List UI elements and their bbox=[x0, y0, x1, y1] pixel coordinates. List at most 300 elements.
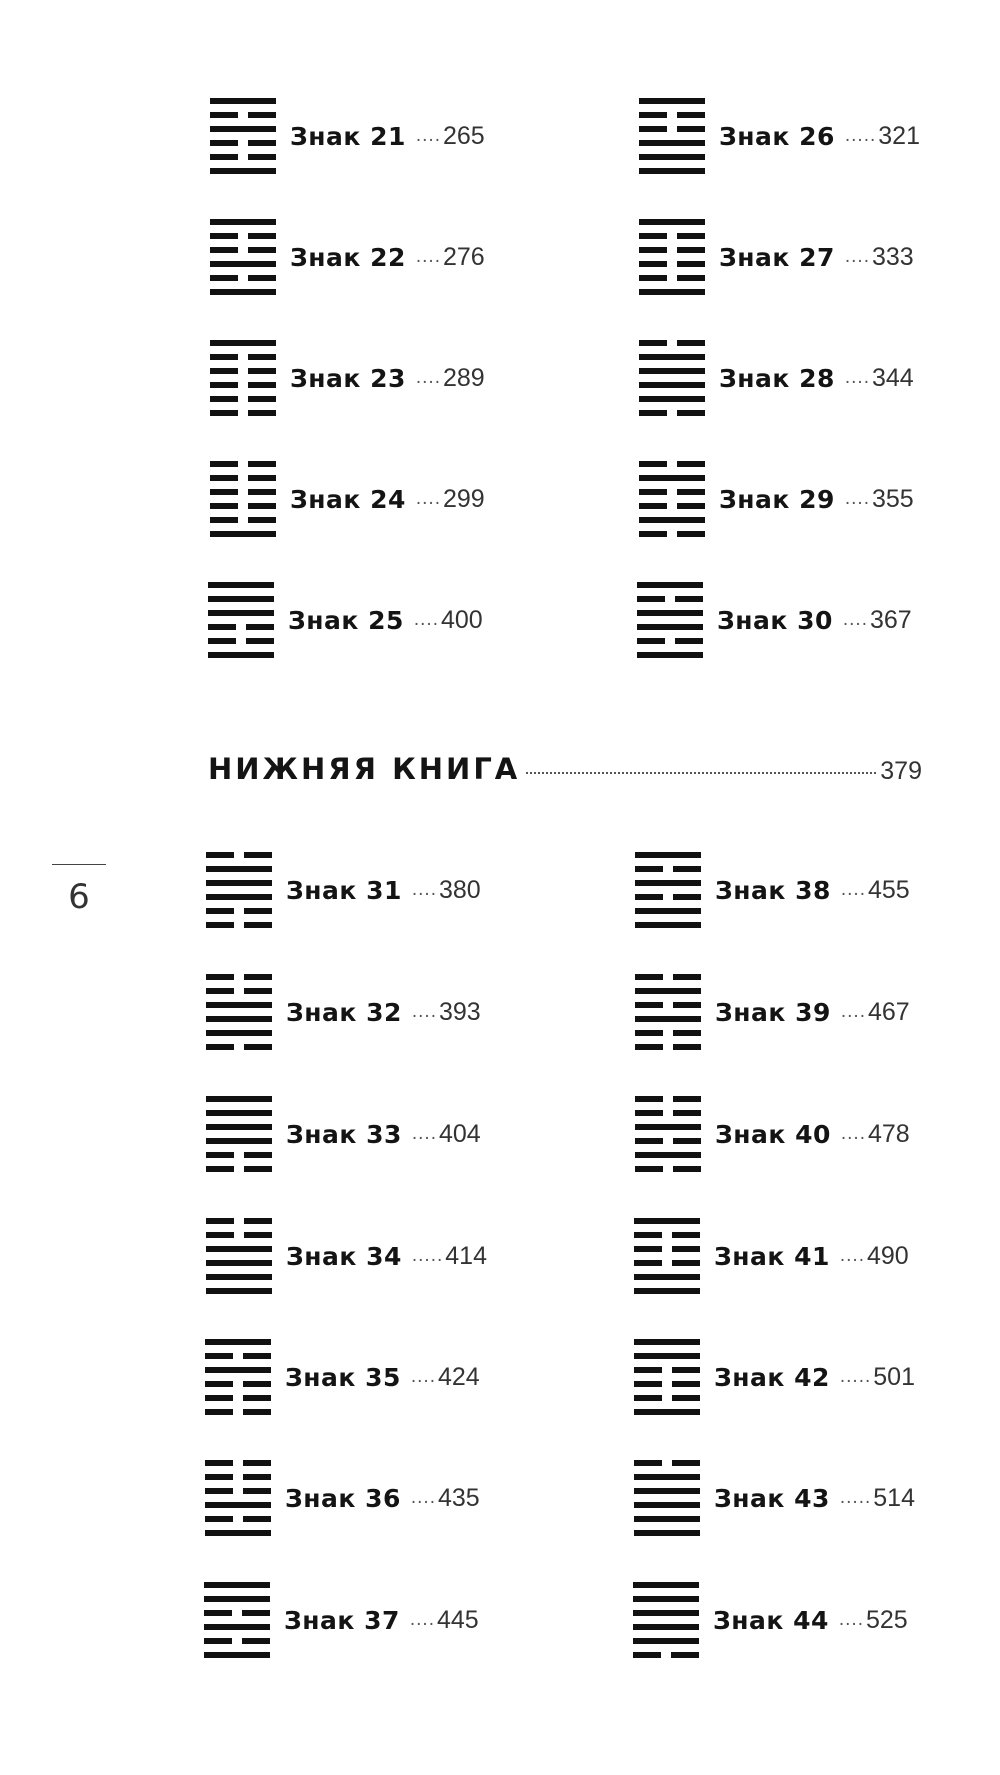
line-segment bbox=[633, 1596, 699, 1602]
line-segment bbox=[248, 354, 276, 360]
toc-entry bbox=[206, 1216, 487, 1296]
line-segment bbox=[635, 894, 663, 900]
entry-label: Знак 32 bbox=[286, 997, 402, 1027]
yang-line bbox=[639, 354, 705, 360]
dot-leader: .... bbox=[840, 1123, 866, 1144]
yang-line bbox=[208, 652, 274, 658]
yin-line bbox=[635, 1166, 701, 1172]
dot-leader: .... bbox=[410, 1366, 436, 1387]
hexagram-icon bbox=[635, 1096, 701, 1172]
yang-line bbox=[633, 1610, 699, 1616]
line-segment bbox=[634, 1260, 662, 1266]
line-segment bbox=[210, 233, 238, 239]
line-segment bbox=[248, 154, 276, 160]
yin-line bbox=[634, 1381, 700, 1387]
yang-line bbox=[635, 922, 701, 928]
entry-label: Знак 28 bbox=[719, 363, 835, 393]
hexagram-icon bbox=[639, 340, 705, 416]
toc-entry bbox=[634, 1216, 909, 1296]
section-heading bbox=[208, 752, 922, 786]
dot-leader: .... bbox=[840, 879, 866, 900]
yin-line bbox=[210, 396, 276, 402]
yang-line bbox=[633, 1596, 699, 1602]
line-segment bbox=[206, 1096, 272, 1102]
yang-line bbox=[206, 866, 272, 872]
yin-line bbox=[635, 1002, 701, 1008]
line-segment bbox=[639, 410, 667, 416]
line-segment bbox=[635, 1002, 663, 1008]
line-segment bbox=[635, 1152, 701, 1158]
line-segment bbox=[635, 922, 701, 928]
line-segment bbox=[677, 489, 705, 495]
toc-entry bbox=[210, 217, 485, 297]
line-segment bbox=[639, 354, 705, 360]
line-segment bbox=[206, 1218, 234, 1224]
entry-label: Знак 35 bbox=[285, 1362, 401, 1392]
line-segment bbox=[677, 112, 705, 118]
entry-page: 467 bbox=[868, 997, 910, 1026]
line-segment bbox=[243, 1409, 271, 1415]
entry-page: 380 bbox=[439, 875, 481, 904]
line-segment bbox=[677, 261, 705, 267]
yin-line bbox=[210, 475, 276, 481]
entry-page: 490 bbox=[867, 1241, 909, 1270]
toc-entry bbox=[206, 1094, 481, 1174]
line-segment bbox=[210, 475, 238, 481]
yin-line bbox=[210, 368, 276, 374]
line-segment bbox=[204, 1582, 270, 1588]
line-segment bbox=[634, 1381, 662, 1387]
entry-page: 344 bbox=[872, 363, 914, 392]
line-segment bbox=[639, 98, 705, 104]
line-segment bbox=[639, 503, 667, 509]
line-segment bbox=[210, 219, 276, 225]
line-segment bbox=[633, 1638, 699, 1644]
yang-line bbox=[210, 261, 276, 267]
line-segment bbox=[206, 1274, 272, 1280]
yin-line bbox=[635, 894, 701, 900]
line-segment bbox=[637, 582, 703, 588]
line-segment bbox=[673, 1166, 701, 1172]
line-segment bbox=[639, 382, 705, 388]
yang-line bbox=[205, 1502, 271, 1508]
yang-line bbox=[206, 1274, 272, 1280]
yin-line bbox=[208, 638, 274, 644]
entry-label: Знак 22 bbox=[290, 242, 406, 272]
entry-label: Знак 25 bbox=[288, 605, 404, 635]
line-segment bbox=[210, 340, 276, 346]
line-segment bbox=[210, 112, 238, 118]
line-segment bbox=[248, 410, 276, 416]
line-segment bbox=[639, 289, 705, 295]
entry-label: Знак 36 bbox=[285, 1483, 401, 1513]
dot-leader: .... bbox=[415, 125, 441, 146]
line-segment bbox=[639, 112, 667, 118]
line-segment bbox=[210, 354, 238, 360]
line-segment bbox=[677, 275, 705, 281]
line-segment bbox=[633, 1652, 661, 1658]
line-segment bbox=[634, 1246, 662, 1252]
dot-leader: .... bbox=[415, 367, 441, 388]
yang-line bbox=[639, 382, 705, 388]
line-segment bbox=[673, 1044, 701, 1050]
folio-number: 6 bbox=[68, 877, 90, 917]
toc-entry bbox=[206, 972, 481, 1052]
yang-line bbox=[208, 582, 274, 588]
line-segment bbox=[206, 1260, 272, 1266]
yang-line bbox=[637, 582, 703, 588]
yang-line bbox=[637, 652, 703, 658]
yin-line bbox=[205, 1460, 271, 1466]
line-segment bbox=[673, 894, 701, 900]
line-segment bbox=[210, 98, 276, 104]
entry-page: 393 bbox=[439, 997, 481, 1026]
line-segment bbox=[204, 1638, 232, 1644]
toc-entry bbox=[204, 1580, 479, 1660]
line-segment bbox=[248, 140, 276, 146]
entry-page: 400 bbox=[441, 605, 483, 634]
line-segment bbox=[639, 168, 705, 174]
yin-line bbox=[210, 382, 276, 388]
yin-line bbox=[634, 1367, 700, 1373]
dot-leader: .... bbox=[844, 367, 870, 388]
yin-line bbox=[637, 638, 703, 644]
line-segment bbox=[673, 1002, 701, 1008]
line-segment bbox=[672, 1367, 700, 1373]
yin-line bbox=[210, 517, 276, 523]
yin-line bbox=[205, 1353, 271, 1359]
line-segment bbox=[205, 1502, 271, 1508]
line-segment bbox=[639, 489, 667, 495]
entry-label: Знак 37 bbox=[284, 1605, 400, 1635]
yang-line bbox=[206, 1096, 272, 1102]
line-segment bbox=[634, 1502, 700, 1508]
entry-page: 299 bbox=[443, 484, 485, 513]
yin-line bbox=[206, 1152, 272, 1158]
dot-leader: ..... bbox=[844, 125, 877, 146]
line-segment bbox=[206, 974, 234, 980]
line-segment bbox=[635, 1096, 663, 1102]
line-segment bbox=[205, 1488, 233, 1494]
line-segment bbox=[246, 638, 274, 644]
line-segment bbox=[210, 126, 276, 132]
hexagram-icon bbox=[210, 219, 276, 295]
yin-line bbox=[205, 1488, 271, 1494]
yang-line bbox=[206, 880, 272, 886]
yang-line bbox=[204, 1652, 270, 1658]
yin-line bbox=[210, 410, 276, 416]
yin-line bbox=[635, 974, 701, 980]
yin-line bbox=[639, 503, 705, 509]
line-segment bbox=[635, 988, 701, 994]
hexagram-icon bbox=[634, 1460, 700, 1536]
line-segment bbox=[634, 1218, 700, 1224]
yang-line bbox=[210, 289, 276, 295]
yang-line bbox=[206, 1016, 272, 1022]
yin-line bbox=[205, 1395, 271, 1401]
line-segment bbox=[246, 624, 274, 630]
line-segment bbox=[634, 1474, 700, 1480]
entry-page: 445 bbox=[437, 1605, 479, 1634]
line-segment bbox=[243, 1353, 271, 1359]
yang-line bbox=[634, 1339, 700, 1345]
hexagram-icon bbox=[635, 852, 701, 928]
yin-line bbox=[210, 461, 276, 467]
yang-line bbox=[639, 98, 705, 104]
dot-leader: .... bbox=[842, 609, 868, 630]
line-segment bbox=[206, 1124, 272, 1130]
hexagram-icon bbox=[204, 1582, 270, 1658]
yin-line bbox=[639, 233, 705, 239]
line-segment bbox=[242, 1610, 270, 1616]
line-segment bbox=[673, 866, 701, 872]
toc-entry bbox=[633, 1580, 908, 1660]
line-segment bbox=[205, 1409, 233, 1415]
line-segment bbox=[206, 1152, 234, 1158]
hexagram-icon bbox=[639, 98, 705, 174]
dot-leader: .... bbox=[839, 1245, 865, 1266]
dot-leader: .... bbox=[415, 246, 441, 267]
line-segment bbox=[205, 1530, 271, 1536]
line-segment bbox=[677, 233, 705, 239]
entry-page: 404 bbox=[439, 1119, 481, 1148]
line-segment bbox=[637, 596, 665, 602]
entry-label: Знак 24 bbox=[290, 484, 406, 514]
yang-line bbox=[210, 219, 276, 225]
entry-page: 333 bbox=[872, 242, 914, 271]
yin-line bbox=[635, 1030, 701, 1036]
yin-line bbox=[210, 503, 276, 509]
line-segment bbox=[210, 154, 238, 160]
yang-line bbox=[634, 1409, 700, 1415]
line-segment bbox=[673, 974, 701, 980]
entry-label: Знак 31 bbox=[286, 875, 402, 905]
yang-line bbox=[639, 475, 705, 481]
yin-line bbox=[205, 1381, 271, 1387]
yang-line bbox=[639, 396, 705, 402]
yang-line bbox=[210, 531, 276, 537]
yang-line bbox=[204, 1596, 270, 1602]
yang-line bbox=[206, 1246, 272, 1252]
line-segment bbox=[210, 461, 238, 467]
line-segment bbox=[248, 112, 276, 118]
line-segment bbox=[206, 1138, 272, 1144]
line-segment bbox=[635, 866, 663, 872]
line-segment bbox=[639, 126, 667, 132]
line-segment bbox=[634, 1367, 662, 1373]
dot-leader: .... bbox=[411, 879, 437, 900]
yin-line bbox=[637, 596, 703, 602]
yin-line bbox=[634, 1246, 700, 1252]
line-segment bbox=[244, 852, 272, 858]
line-segment bbox=[634, 1460, 662, 1466]
line-segment bbox=[639, 531, 667, 537]
yin-line bbox=[639, 275, 705, 281]
line-segment bbox=[248, 517, 276, 523]
yin-line bbox=[634, 1260, 700, 1266]
line-segment bbox=[677, 503, 705, 509]
toc-entry bbox=[635, 1094, 910, 1174]
entry-label: Знак 29 bbox=[719, 484, 835, 514]
entry-label: Знак 30 bbox=[717, 605, 833, 635]
line-segment bbox=[672, 1246, 700, 1252]
yin-line bbox=[208, 624, 274, 630]
yang-line bbox=[206, 1124, 272, 1130]
line-segment bbox=[204, 1652, 270, 1658]
yang-line bbox=[634, 1474, 700, 1480]
line-segment bbox=[635, 1030, 663, 1036]
yang-line bbox=[206, 1030, 272, 1036]
line-segment bbox=[677, 126, 705, 132]
yang-line bbox=[205, 1367, 271, 1373]
line-segment bbox=[205, 1474, 233, 1480]
yang-line bbox=[635, 880, 701, 886]
line-segment bbox=[248, 475, 276, 481]
line-segment bbox=[208, 652, 274, 658]
toc-entry bbox=[210, 96, 485, 176]
yang-line bbox=[635, 852, 701, 858]
line-segment bbox=[205, 1353, 233, 1359]
dot-leader: .... bbox=[409, 1609, 435, 1630]
toc-entry bbox=[639, 459, 914, 539]
line-segment bbox=[206, 1002, 272, 1008]
toc-entry bbox=[634, 1337, 915, 1417]
line-segment bbox=[677, 531, 705, 537]
line-segment bbox=[634, 1488, 700, 1494]
line-segment bbox=[634, 1339, 700, 1345]
line-segment bbox=[637, 652, 703, 658]
yang-line bbox=[204, 1582, 270, 1588]
line-segment bbox=[244, 988, 272, 994]
line-segment bbox=[673, 1030, 701, 1036]
line-segment bbox=[208, 582, 274, 588]
line-segment bbox=[634, 1288, 700, 1294]
line-segment bbox=[205, 1460, 233, 1466]
yang-line bbox=[635, 988, 701, 994]
toc-entry bbox=[205, 1337, 480, 1417]
toc-entry bbox=[635, 972, 910, 1052]
yang-line bbox=[634, 1274, 700, 1280]
line-segment bbox=[673, 1138, 701, 1144]
yang-line bbox=[633, 1638, 699, 1644]
line-segment bbox=[206, 908, 234, 914]
yang-line bbox=[208, 596, 274, 602]
line-segment bbox=[635, 1124, 701, 1130]
yang-line bbox=[206, 1260, 272, 1266]
line-segment bbox=[204, 1596, 270, 1602]
line-segment bbox=[248, 461, 276, 467]
toc-entry bbox=[210, 459, 485, 539]
line-segment bbox=[206, 988, 234, 994]
yang-line bbox=[206, 894, 272, 900]
hexagram-icon bbox=[634, 1218, 700, 1294]
entry-label: Знак 39 bbox=[715, 997, 831, 1027]
yin-line bbox=[639, 489, 705, 495]
line-segment bbox=[635, 1016, 701, 1022]
yin-line bbox=[206, 1166, 272, 1172]
line-segment bbox=[677, 410, 705, 416]
yang-line bbox=[210, 340, 276, 346]
yang-line bbox=[633, 1624, 699, 1630]
line-segment bbox=[637, 638, 665, 644]
yin-line bbox=[206, 852, 272, 858]
line-segment bbox=[639, 275, 667, 281]
yang-line bbox=[639, 168, 705, 174]
hexagram-icon bbox=[210, 98, 276, 174]
line-segment bbox=[672, 1381, 700, 1387]
line-segment bbox=[635, 1110, 663, 1116]
line-segment bbox=[244, 1044, 272, 1050]
section-title: НИЖНЯЯ КНИГА bbox=[208, 752, 521, 786]
entry-label: Знак 34 bbox=[286, 1241, 402, 1271]
entry-page: 435 bbox=[438, 1483, 480, 1512]
line-segment bbox=[243, 1460, 271, 1466]
entry-label: Знак 27 bbox=[719, 242, 835, 272]
dot-leader: .... bbox=[413, 609, 439, 630]
line-segment bbox=[672, 1460, 700, 1466]
yin-line bbox=[639, 247, 705, 253]
line-segment bbox=[244, 1152, 272, 1158]
line-segment bbox=[635, 1166, 663, 1172]
line-segment bbox=[244, 922, 272, 928]
dot-leader: ..... bbox=[839, 1487, 872, 1508]
hexagram-icon bbox=[206, 1096, 272, 1172]
line-segment bbox=[634, 1353, 700, 1359]
yang-line bbox=[639, 219, 705, 225]
line-segment bbox=[675, 638, 703, 644]
entry-page: 455 bbox=[868, 875, 910, 904]
entry-page: 525 bbox=[866, 1605, 908, 1634]
line-segment bbox=[210, 140, 238, 146]
line-segment bbox=[639, 475, 705, 481]
yin-line bbox=[635, 1110, 701, 1116]
line-segment bbox=[635, 1044, 663, 1050]
line-segment bbox=[248, 275, 276, 281]
yang-line bbox=[206, 1002, 272, 1008]
entry-page: 289 bbox=[443, 363, 485, 392]
line-segment bbox=[248, 396, 276, 402]
line-segment bbox=[634, 1516, 700, 1522]
entry-label: Знак 44 bbox=[713, 1605, 829, 1635]
entry-page: 478 bbox=[868, 1119, 910, 1148]
entry-page: 321 bbox=[878, 121, 920, 150]
line-segment bbox=[208, 638, 236, 644]
line-segment bbox=[210, 396, 238, 402]
entry-label: Знак 43 bbox=[714, 1483, 830, 1513]
yin-line bbox=[205, 1409, 271, 1415]
line-segment bbox=[639, 140, 705, 146]
hexagram-icon bbox=[206, 852, 272, 928]
line-segment bbox=[673, 1110, 701, 1116]
yin-line bbox=[633, 1652, 699, 1658]
line-segment bbox=[206, 1288, 272, 1294]
line-segment bbox=[677, 340, 705, 346]
hexagram-icon bbox=[210, 340, 276, 416]
yang-line bbox=[637, 624, 703, 630]
entry-label: Знак 38 bbox=[715, 875, 831, 905]
hexagram-icon bbox=[639, 461, 705, 537]
line-segment bbox=[210, 247, 238, 253]
yin-line bbox=[639, 531, 705, 537]
dot-leader: ..... bbox=[839, 1366, 872, 1387]
yin-line bbox=[206, 922, 272, 928]
line-segment bbox=[634, 1232, 662, 1238]
line-segment bbox=[637, 624, 703, 630]
line-segment bbox=[248, 247, 276, 253]
entry-page: 514 bbox=[873, 1483, 915, 1512]
yin-line bbox=[639, 112, 705, 118]
line-segment bbox=[210, 489, 238, 495]
